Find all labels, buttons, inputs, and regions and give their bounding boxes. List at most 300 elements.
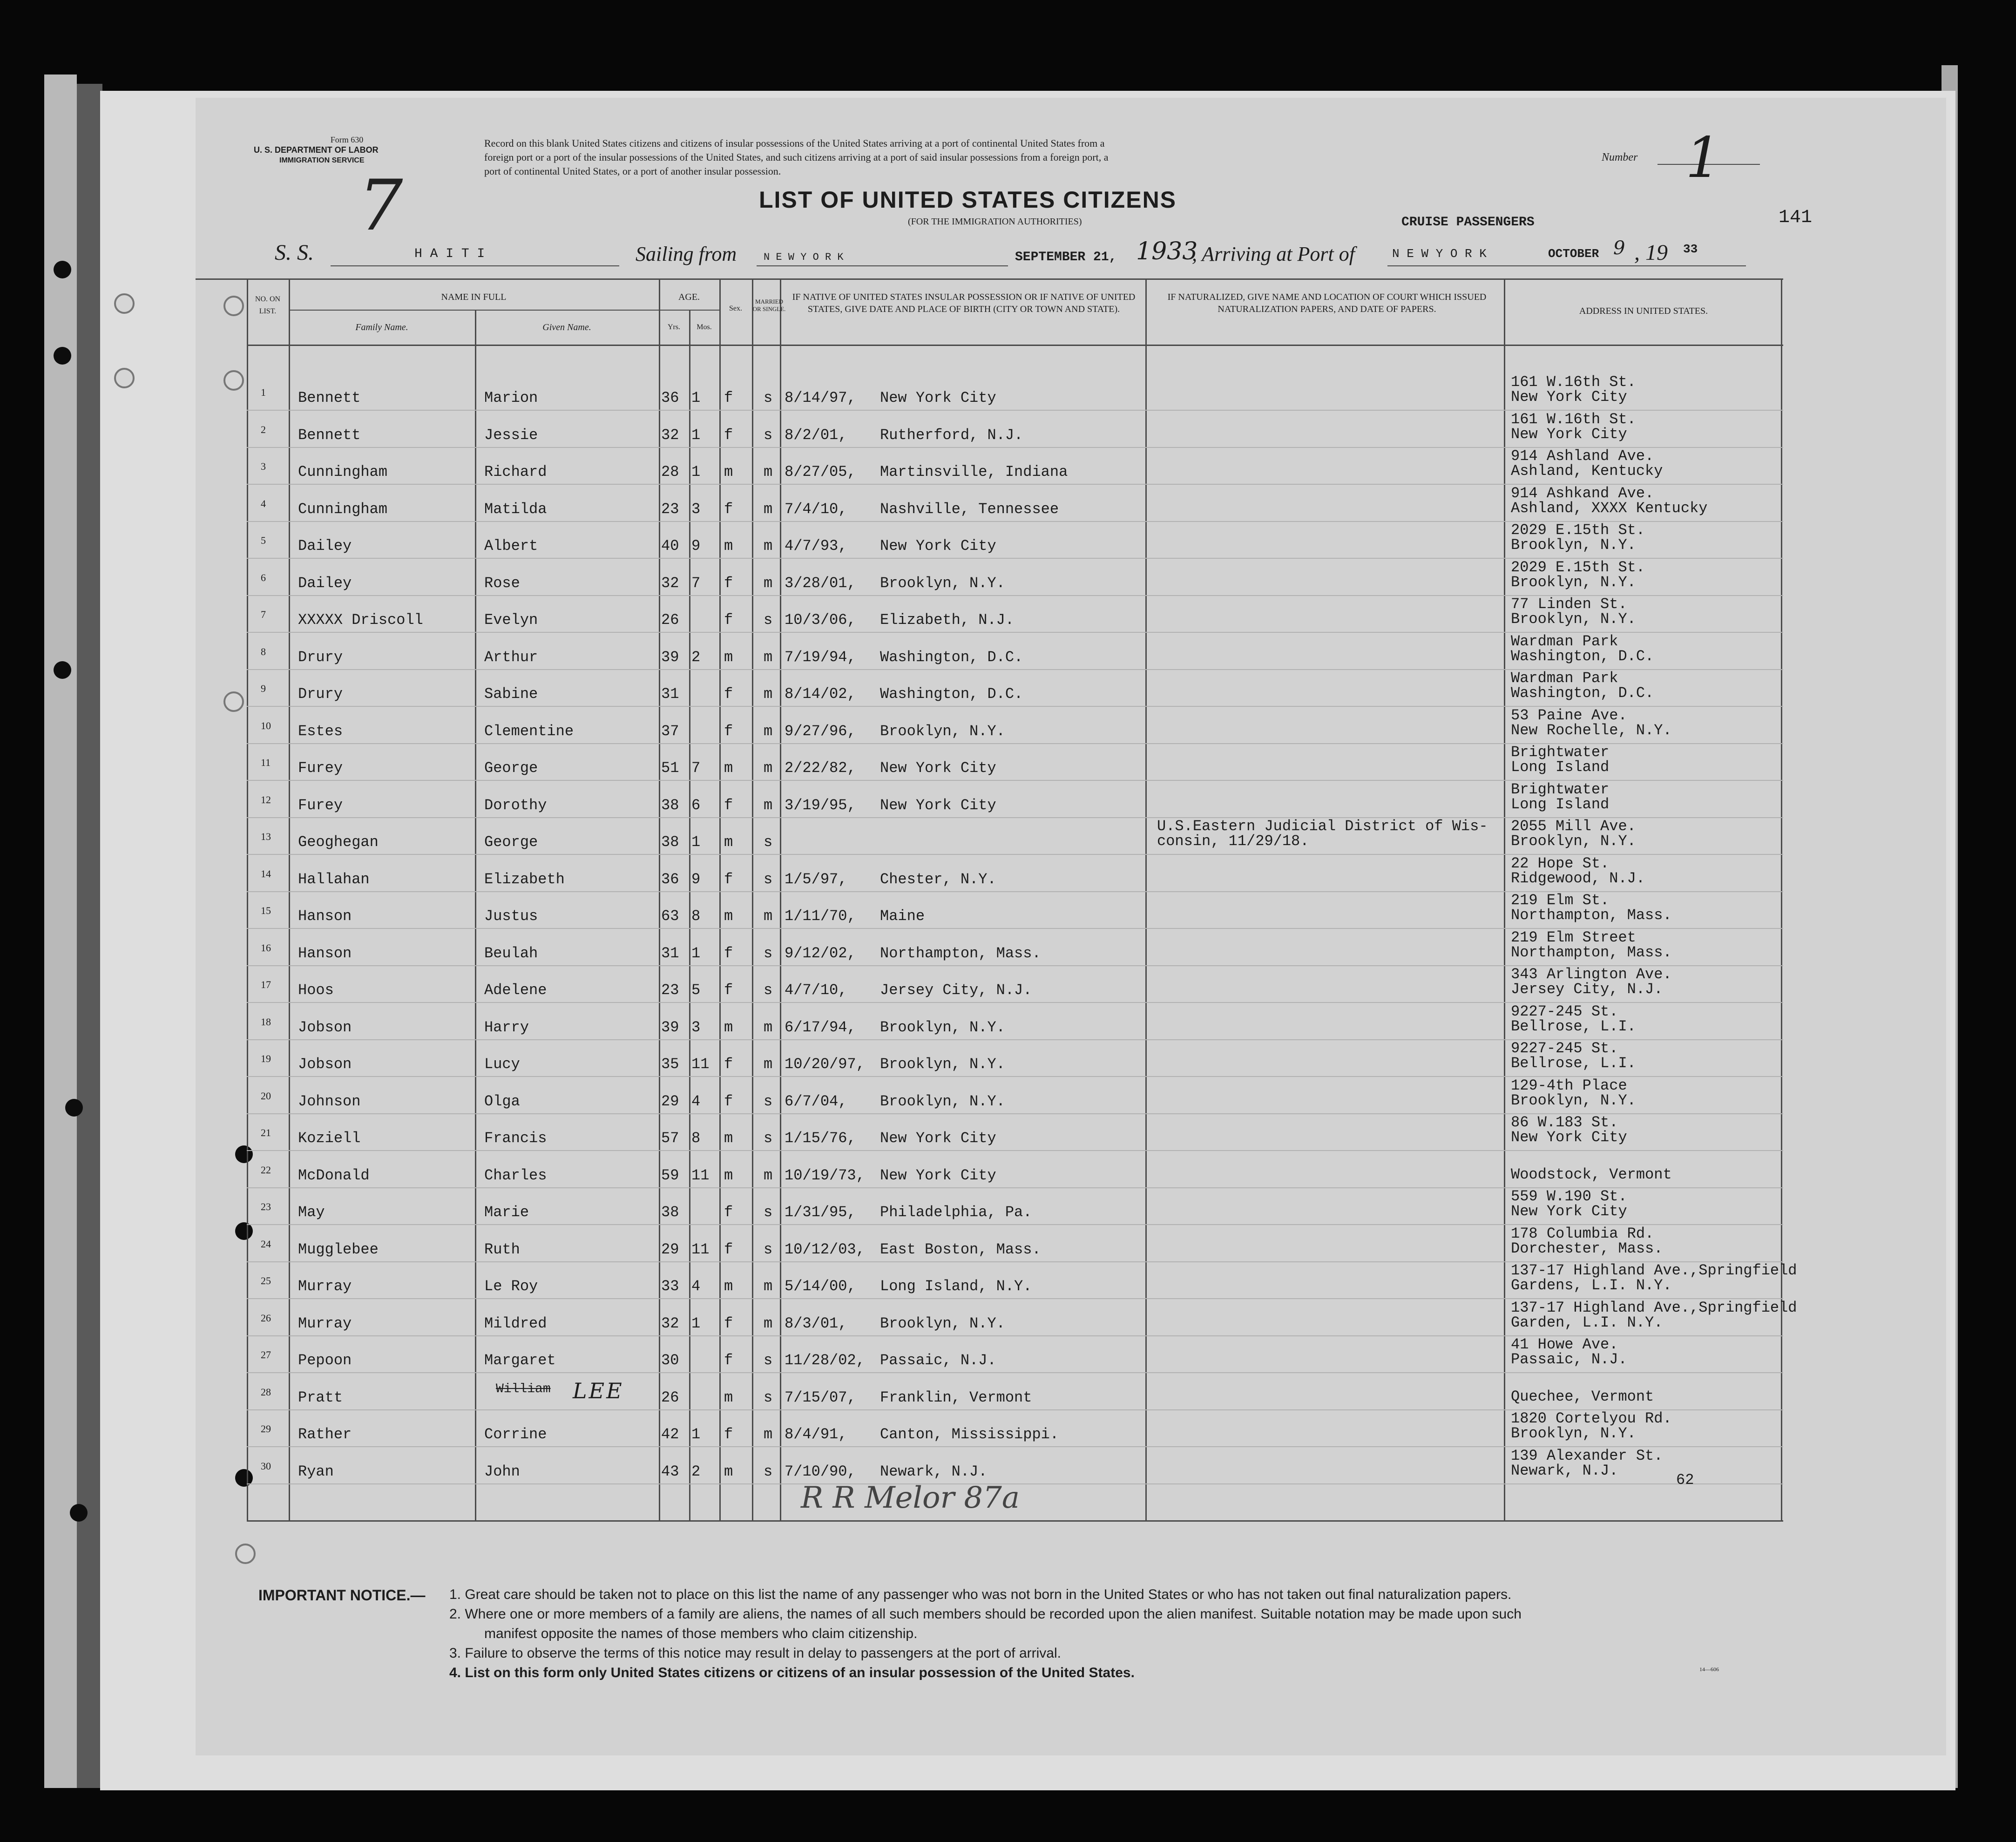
- address-line: Woodstock, Vermont: [1511, 1165, 1672, 1183]
- row-number: 10: [261, 719, 271, 731]
- marital-status: s: [764, 1240, 773, 1258]
- table-row: [247, 966, 1783, 1007]
- marital-status: m: [764, 685, 773, 703]
- arrival-month: OCTOBER: [1548, 247, 1599, 261]
- age-months: 9: [691, 537, 701, 555]
- birth-date: 1/5/97,: [785, 870, 847, 888]
- given-name: Francis: [484, 1130, 547, 1147]
- table-row: [247, 1377, 1783, 1414]
- family-name: Murray: [298, 1278, 352, 1295]
- birth-date: 3/28/01,: [785, 574, 856, 592]
- given-name: Arthur: [484, 648, 538, 666]
- table-row: [247, 670, 1783, 711]
- sex: m: [724, 1278, 733, 1295]
- row-number: 20: [261, 1090, 271, 1102]
- given-name: John: [484, 1463, 520, 1480]
- given-name: Harry: [484, 1018, 529, 1036]
- table-row: [247, 1155, 1783, 1192]
- birth-date: 7/4/10,: [785, 500, 847, 518]
- address-line: 343 Arlington Ave.: [1511, 966, 1672, 983]
- sex: m: [724, 537, 733, 555]
- marital-status: m: [764, 722, 773, 740]
- marital-status: m: [764, 1314, 773, 1332]
- birth-place: New York City: [880, 1166, 996, 1184]
- sex: m: [724, 759, 733, 777]
- arrival-port: N E W Y O R K: [1392, 247, 1487, 261]
- address-line: Brooklyn, N.Y.: [1511, 1425, 1636, 1442]
- marital-status: m: [764, 537, 773, 555]
- table-row: [247, 744, 1783, 785]
- table-row: [247, 484, 1783, 526]
- age-years: 39: [661, 648, 679, 666]
- birth-place: Brooklyn, N.Y.: [880, 574, 1005, 592]
- age-months: 7: [691, 759, 701, 777]
- table-row: [247, 373, 1783, 414]
- address-line: 9227-245 St.: [1511, 1040, 1618, 1057]
- binding-shadow: [77, 84, 102, 1788]
- age-years: 33: [661, 1278, 679, 1295]
- ship-underline: [331, 265, 619, 266]
- given-name: Marion: [484, 389, 538, 406]
- table-row: [247, 410, 1783, 452]
- address-line: Long Island: [1511, 795, 1610, 813]
- row-number: 7: [261, 609, 266, 620]
- table-row: [247, 558, 1783, 600]
- address-line: 914 Ashkand Ave.: [1511, 484, 1654, 502]
- address-line: Brooklyn, N.Y.: [1511, 573, 1636, 591]
- age-months: 1: [691, 944, 701, 962]
- address-line: 161 W.16th St.: [1511, 410, 1636, 428]
- birth-place: Washington, D.C.: [880, 648, 1023, 666]
- birth-date: 8/3/01,: [785, 1314, 847, 1332]
- birth-date: 9/12/02,: [785, 944, 856, 962]
- age-years: 32: [661, 426, 679, 444]
- birth-place: New York City: [880, 389, 996, 406]
- header-bottom-rule: [247, 345, 1783, 346]
- family-name: Dailey: [298, 537, 352, 555]
- age-years: 31: [661, 685, 679, 703]
- given-name: Sabine: [484, 685, 538, 703]
- arrival-underline: [1387, 265, 1746, 266]
- instructions-line: port of continental United States, or a port of another insular possession.: [484, 165, 781, 177]
- table-row: [247, 706, 1783, 748]
- marital-status: s: [764, 611, 773, 629]
- age-months: 1: [691, 1426, 701, 1443]
- from-underline: [757, 265, 1008, 266]
- family-name: Hallahan: [298, 870, 370, 888]
- birth-place: Nashville, Tennessee: [880, 500, 1059, 518]
- birth-date: 8/27/05,: [785, 463, 856, 481]
- page-number: 141: [1779, 207, 1813, 228]
- table-row: [247, 1299, 1797, 1340]
- cruise-label: CRUISE PASSENGERS: [1401, 215, 1535, 230]
- family-name: May: [298, 1204, 325, 1221]
- given-name: Evelyn: [484, 611, 538, 629]
- sex: f: [724, 500, 733, 518]
- sex: f: [724, 722, 733, 740]
- table-row: [247, 596, 1783, 637]
- notice-item: manifest opposite the names of those members who claim citizenship.: [484, 1626, 918, 1641]
- birth-date: 9/27/96,: [785, 722, 856, 740]
- sex: m: [724, 1388, 733, 1406]
- birth-date: 11/28/02,: [785, 1352, 865, 1369]
- header-name-in-full: NAME IN FULL: [441, 292, 507, 302]
- given-name: Justus: [484, 907, 538, 925]
- age-years: 37: [661, 722, 679, 740]
- age-months: 1: [691, 1314, 701, 1332]
- birth-place: Passaic, N.J.: [880, 1352, 996, 1369]
- table-row: [247, 1225, 1783, 1266]
- family-name: McDonald: [298, 1166, 370, 1184]
- sex: m: [724, 648, 733, 666]
- age-years: 31: [661, 944, 679, 962]
- birth-place: Washington, D.C.: [880, 685, 1023, 703]
- address-line: Gardens, L.I. N.Y.: [1511, 1277, 1672, 1294]
- age-months: 11: [691, 1240, 710, 1258]
- header-mos: Mos.: [697, 323, 712, 331]
- family-name: Estes: [298, 722, 343, 740]
- age-years: 57: [661, 1130, 679, 1147]
- given-name: Richard: [484, 463, 547, 481]
- row-number: 1: [261, 386, 266, 398]
- sail-date: SEPTEMBER 21,: [1015, 250, 1117, 264]
- age-years: 35: [661, 1056, 679, 1073]
- address-line: New York City: [1511, 425, 1627, 443]
- punch-hole: [70, 1504, 88, 1522]
- page-title: LIST OF UNITED STATES CITIZENS: [759, 187, 1177, 213]
- age-years: 39: [661, 1018, 679, 1036]
- table-top-rule: [196, 278, 1783, 280]
- row-number: 27: [261, 1349, 271, 1361]
- marital-status: s: [764, 1204, 773, 1221]
- birth-place: Brooklyn, N.Y.: [880, 1056, 1005, 1073]
- given-name: Matilda: [484, 500, 547, 518]
- age-years: 26: [661, 611, 679, 629]
- row-number: 18: [261, 1016, 271, 1028]
- row-number: 12: [261, 793, 271, 806]
- naturalization-court: U.S.Eastern Judicial District of Wis-: [1157, 818, 1488, 835]
- row-number: 3: [261, 460, 266, 472]
- birth-date: 10/3/06,: [785, 611, 856, 629]
- tally-mark: 62: [1676, 1471, 1694, 1489]
- family-name: Furey: [298, 759, 343, 777]
- marital-status: s: [764, 1092, 773, 1110]
- address-line: 914 Ashland Ave.: [1511, 447, 1654, 465]
- birth-place: New York City: [880, 759, 996, 777]
- family-name: Furey: [298, 796, 343, 814]
- age-months: 11: [691, 1056, 710, 1073]
- handwritten-mark: 7: [359, 165, 403, 246]
- family-name: Johnson: [298, 1092, 361, 1110]
- family-name: Koziell: [298, 1130, 361, 1147]
- sex: f: [724, 870, 733, 888]
- marital-status: m: [764, 1166, 773, 1184]
- birth-place: Newark, N.J.: [880, 1463, 988, 1480]
- table-row: [247, 1262, 1797, 1303]
- birth-place: Franklin, Vermont: [880, 1388, 1032, 1406]
- sex: m: [724, 1018, 733, 1036]
- age-months: 8: [691, 1130, 701, 1147]
- address-line: Dorchester, Mass.: [1511, 1239, 1663, 1257]
- table-row: [247, 1040, 1783, 1081]
- sex: f: [724, 389, 733, 406]
- family-name: Cunningham: [298, 500, 388, 518]
- address-line: Washington, D.C.: [1511, 684, 1654, 702]
- birth-place: Elizabeth, N.J.: [880, 611, 1015, 629]
- instructions-line: foreign port or a port of the insular possessions of the United States, and such citizens arriving at a port of said insular possessions from a foreign port, a: [484, 151, 1109, 163]
- family-name: Drury: [298, 648, 343, 666]
- print-code: 14—606: [1699, 1666, 1719, 1673]
- birth-place: Philadelphia, Pa.: [880, 1204, 1032, 1221]
- address-line: Northampton, Mass.: [1511, 943, 1672, 961]
- age-years: 51: [661, 759, 679, 777]
- address-line: 2055 Mill Ave.: [1511, 818, 1636, 835]
- birth-date: 3/19/95,: [785, 796, 856, 814]
- address-line: Garden, L.I. N.Y.: [1511, 1314, 1663, 1331]
- age-months: 4: [691, 1092, 701, 1110]
- row-number: 5: [261, 535, 266, 546]
- table-row: [247, 1077, 1783, 1118]
- sex: f: [724, 426, 733, 444]
- birth-place: Martinsville, Indiana: [880, 463, 1068, 481]
- sex: m: [724, 1166, 733, 1184]
- punch-ring: [114, 293, 135, 314]
- row-number: 25: [261, 1275, 271, 1287]
- arrival-year-prefix: , 19: [1634, 240, 1668, 265]
- marital-status: s: [764, 870, 773, 888]
- marital-status: m: [764, 463, 773, 481]
- notice-item: 1. Great care should be taken not to place on this list the name of any passenger who was not born in the United States or who has not taken out final naturalization papers.: [449, 1587, 1512, 1602]
- sex: f: [724, 1092, 733, 1110]
- address-line: Wardman Park: [1511, 632, 1618, 650]
- birth-place: Brooklyn, N.Y.: [880, 1092, 1005, 1110]
- inspector-signature: R R Melor 87a: [801, 1481, 1020, 1515]
- address-line: 129-4th Place: [1511, 1077, 1627, 1094]
- address-line: 559 W.190 St.: [1511, 1188, 1627, 1205]
- family-name: Rather: [298, 1426, 352, 1443]
- marital-status: m: [764, 500, 773, 518]
- address-line: New York City: [1511, 388, 1627, 406]
- sex: f: [724, 1426, 733, 1443]
- given-name: Corrine: [484, 1426, 547, 1443]
- age-years: 42: [661, 1426, 679, 1443]
- address-line: 9227-245 St.: [1511, 1002, 1618, 1020]
- family-name: Pepoon: [298, 1352, 352, 1369]
- sailing-label: Sailing from: [636, 243, 737, 265]
- age-years: 23: [661, 982, 679, 999]
- table-row: [247, 632, 1783, 674]
- punch-ring: [223, 370, 244, 391]
- family-name: Cunningham: [298, 463, 388, 481]
- birth-place: Long Island, N.Y.: [880, 1278, 1032, 1295]
- sex: f: [724, 574, 733, 592]
- birth-date: 7/19/94,: [785, 648, 856, 666]
- name-age-subrule: [289, 310, 719, 311]
- birth-place: Maine: [880, 907, 925, 925]
- family-name: Hanson: [298, 907, 352, 925]
- punch-ring: [235, 1544, 256, 1564]
- age-years: 59: [661, 1166, 679, 1184]
- given-name: Adelene: [484, 982, 547, 999]
- address-line: 22 Hope St.: [1511, 854, 1610, 872]
- age-months: 1: [691, 463, 701, 481]
- number-label: Number: [1602, 151, 1638, 163]
- address-line: Brooklyn, N.Y.: [1511, 1091, 1636, 1109]
- table-row: [247, 1410, 1783, 1451]
- birth-place: Rutherford, N.J.: [880, 426, 1023, 444]
- sex: m: [724, 833, 733, 851]
- address-line: 178 Columbia Rd.: [1511, 1225, 1654, 1242]
- given-name: Marie: [484, 1204, 529, 1221]
- age-months: 5: [691, 982, 701, 999]
- address-line: Wardman Park: [1511, 670, 1618, 687]
- address-line: Ashland, Kentucky: [1511, 462, 1663, 480]
- age-months: 9: [691, 870, 701, 888]
- birth-date: 7/10/90,: [785, 1463, 856, 1480]
- notice-item: 3. Failure to observe the terms of this notice may result in delay to passengers at the port of arrival.: [449, 1646, 1061, 1661]
- age-years: 30: [661, 1352, 679, 1369]
- list-number: 1: [1685, 126, 1721, 190]
- marital-status: s: [764, 1130, 773, 1147]
- birth-date: 6/7/04,: [785, 1092, 847, 1110]
- birth-place: New York City: [880, 537, 996, 555]
- given-name: Le Roy: [484, 1278, 538, 1295]
- birth-place: Brooklyn, N.Y.: [880, 722, 1005, 740]
- table-row: [247, 780, 1783, 822]
- row-number: 30: [261, 1460, 271, 1472]
- header-given-name: Given Name.: [542, 322, 591, 332]
- header-married: MARRIED OR SINGLE.: [752, 298, 786, 312]
- instructions-line: Record on this blank United States citizens and citizens of insular possessions of the United States arriving at a port of continental United States from a: [484, 137, 1105, 149]
- birth-place: Canton, Mississippi.: [880, 1426, 1059, 1443]
- age-months: 4: [691, 1278, 701, 1295]
- form-number: Form 630: [330, 135, 364, 144]
- row-number: 17: [261, 979, 271, 990]
- age-months: 6: [691, 796, 701, 814]
- birth-date: 1/15/76,: [785, 1130, 856, 1147]
- family-name: Pratt: [298, 1388, 343, 1406]
- birth-date: 5/14/00,: [785, 1278, 856, 1295]
- birth-date: 4/7/93,: [785, 537, 847, 555]
- table-row: [247, 928, 1783, 970]
- row-number: 11: [261, 757, 271, 768]
- birth-place: East Boston, Mass.: [880, 1240, 1041, 1258]
- notice-item: 2. Where one or more members of a family are aliens, the names of all such members should be recorded upon the alien manifest. Suitable notation may be made upon such: [449, 1606, 1522, 1622]
- struck-given-name: William: [496, 1382, 551, 1396]
- sex: f: [724, 796, 733, 814]
- table-row: [247, 1002, 1783, 1044]
- marital-status: m: [764, 574, 773, 592]
- sex: m: [724, 907, 733, 925]
- address-line: Passaic, N.J.: [1511, 1351, 1627, 1368]
- ship-name: H A I T I: [414, 247, 485, 261]
- given-name: Clementine: [484, 722, 574, 740]
- address-line: Bellrose, L.I.: [1511, 1055, 1636, 1072]
- table-row: [247, 521, 1783, 562]
- given-name: Rose: [484, 574, 520, 592]
- given-name: Elizabeth: [484, 870, 565, 888]
- address-line: 86 W.183 St.: [1511, 1114, 1618, 1131]
- birth-date: 10/19/73,: [785, 1166, 865, 1184]
- naturalization-court: consin, 11/29/18.: [1157, 833, 1309, 850]
- handwritten-given-name: LEE: [573, 1378, 624, 1403]
- age-years: 40: [661, 537, 679, 555]
- age-years: 36: [661, 389, 679, 406]
- page-subtitle: (FOR THE IMMIGRATION AUTHORITIES): [908, 217, 1082, 227]
- family-name: Bennett: [298, 426, 361, 444]
- address-line: 139 Alexander St.: [1511, 1447, 1663, 1464]
- notice-item: 4. List on this form only United States citizens or citizens of an insular possession of the United States.: [449, 1665, 1135, 1680]
- row-number: 16: [261, 941, 271, 954]
- row-divider: [247, 1150, 1783, 1151]
- age-years: 29: [661, 1240, 679, 1258]
- address-line: Washington, D.C.: [1511, 647, 1654, 665]
- age-months: 1: [691, 389, 701, 406]
- sex: f: [724, 1314, 733, 1332]
- notice-label: IMPORTANT NOTICE.—: [258, 1587, 426, 1604]
- marital-status: m: [764, 648, 773, 666]
- row-number: 24: [261, 1238, 271, 1250]
- table-row: [247, 818, 1783, 859]
- family-name: Hoos: [298, 982, 334, 999]
- birth-date: 2/22/82,: [785, 759, 856, 777]
- header-no: NO. ON LIST.: [255, 295, 281, 315]
- birth-date: 8/4/91,: [785, 1426, 847, 1443]
- sex: f: [724, 982, 733, 999]
- marital-status: m: [764, 1426, 773, 1443]
- address-line: 77 Linden St.: [1511, 596, 1627, 613]
- address-line: 41 Howe Ave.: [1511, 1336, 1618, 1353]
- address-line: 137-17 Highland Ave.,Springfield: [1511, 1262, 1797, 1279]
- marital-status: s: [764, 426, 773, 444]
- address-line: Ridgewood, N.J.: [1511, 869, 1645, 887]
- family-name: Dailey: [298, 574, 352, 592]
- sex: f: [724, 1352, 733, 1369]
- birth-date: 1/31/95,: [785, 1204, 856, 1221]
- family-name: Murray: [298, 1314, 352, 1332]
- address-line: 161 W.16th St.: [1511, 373, 1636, 391]
- sex: f: [724, 944, 733, 962]
- given-name: George: [484, 759, 538, 777]
- birth-date: 10/12/03,: [785, 1240, 865, 1258]
- marital-status: m: [764, 759, 773, 777]
- marital-status: s: [764, 982, 773, 999]
- marital-status: s: [764, 833, 773, 851]
- birth-date: 6/17/94,: [785, 1018, 856, 1036]
- family-name: Jobson: [298, 1018, 352, 1036]
- given-name: George: [484, 833, 538, 851]
- row-number: 2: [261, 423, 266, 435]
- sex: f: [724, 685, 733, 703]
- row-number: 28: [261, 1386, 271, 1398]
- age-months: 3: [691, 1018, 701, 1036]
- row-number: 14: [261, 867, 271, 880]
- address-line: Quechee, Vermont: [1511, 1388, 1654, 1405]
- birth-date: 1/11/70,: [785, 907, 856, 925]
- age-years: 43: [661, 1463, 679, 1480]
- table-row: [247, 854, 1783, 896]
- marital-status: m: [764, 1018, 773, 1036]
- arrival-day: 9: [1613, 237, 1625, 259]
- age-years: 36: [661, 870, 679, 888]
- birth-date: 10/20/97,: [785, 1056, 865, 1073]
- binding-strip: [44, 74, 77, 1788]
- birth-place: Brooklyn, N.Y.: [880, 1314, 1005, 1332]
- header-address: ADDRESS IN UNITED STATES.: [1579, 306, 1708, 316]
- address-line: Northampton, Mass.: [1511, 907, 1672, 924]
- punch-ring: [114, 368, 135, 388]
- birth-place: Brooklyn, N.Y.: [880, 1018, 1005, 1036]
